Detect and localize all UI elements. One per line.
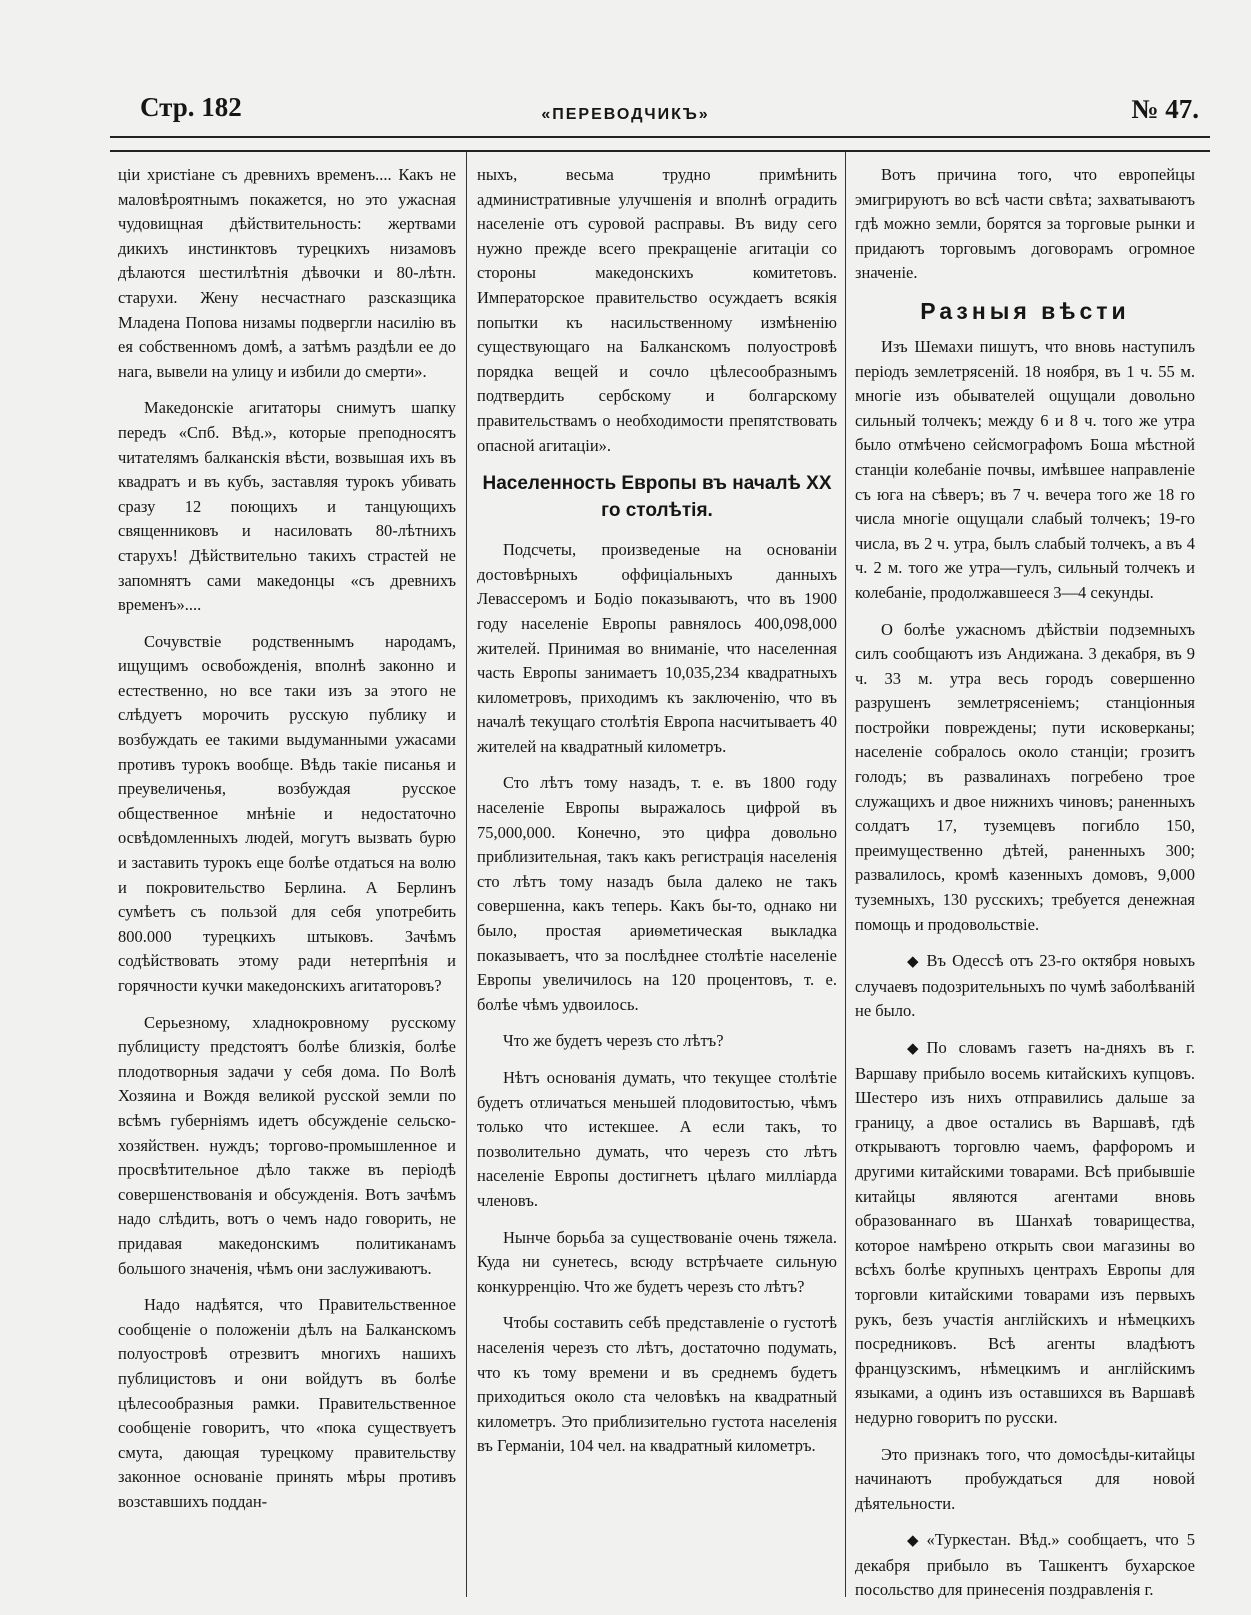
article-heading: Населенность Европы въ началѣ XX го столѣтія. — [482, 473, 832, 522]
section-heading: Разныя вѣсти — [920, 297, 1130, 324]
paragraph: Это признакъ того, что домосѣды-китайцы начинаютъ пробуждаться для новой дѣятельности. — [855, 1444, 1195, 1513]
paragraph: Нынче борьба за существованіе очень тяжела. Куда ни сунетесь, всюду встрѣчаете сильную конкурренцію. Что же будетъ черезъ сто лѣтъ? — [477, 1227, 837, 1296]
paragraph: «Туркестан. Вѣд.» сообщаетъ, что 5 декабря прибыло въ Ташкентъ бухарское посольство для принесенія поздравленія г. — [855, 1530, 1195, 1600]
ornament-icon: ◆ — [907, 1533, 919, 1550]
paragraph: Нѣтъ основанія думать, что текущее столѣтіе будетъ отличаться меньшей плодовитостью, чѣмъ только что истекшее. А если такъ, то позволительно думать, что черезъ сто лѣтъ населеніе Европы достигнетъ цѣлаго милліарда членовъ. — [477, 1068, 837, 1210]
paragraph: ныхъ, весьма трудно примѣнить административные улучшенія и вполнѣ оградить населеніе отъ суровой расправы. Въ виду сего нужно прежде всего прекращеніе агитаціи со стороны македонскихъ комитетовъ. Императорское правительство осуждаетъ всякія попытки къ насильственному измѣненію существующаго на Балканскомъ полуостровѣ порядка вещей и сочло цѣлесообразнымъ подтвердить сербскому и болгарскому правительствамъ о необходимости препятствовать опасной агитаціи». — [477, 165, 837, 455]
ornament-icon: ◆ — [907, 1041, 919, 1057]
paragraph: ціи христіане съ древнихъ временъ.... Какъ не маловѣроятнымъ покажется, но это ужасная чудовищная дѣйствительность: жертвами дикихъ инстинктовъ турецкихъ низамовъ дѣлаются шестилѣтнія дѣвочки и 80-лѣтн. старухи. Жену несчастнаго разсказщика Младена Попова низамы подвергли насилію въ ея собственномъ домѣ, а затѣмъ раздѣли ее до нага, вывели на улицу и избили до смерти». — [118, 165, 456, 381]
ornament-icon: ◆ — [907, 954, 919, 971]
paragraph: Чтобы составить себѣ представленіе о густотѣ населенія черезъ сто лѣтъ, достаточно подумать, что къ тому времени и въ среднемъ будетъ приходиться около ста человѣкъ на квадратный километръ. Это приблизительно густота населенія въ Германіи, 104 чел. на квадратный километръ. — [477, 1313, 837, 1456]
paragraph: Сочувствіе родственнымъ народамъ, ищущимъ освобожденія, вполнѣ законно и естественно, но все таки изъ за этого не слѣдуетъ морочить русскую публику и возбуждать ее такими выдуманными ужасами противъ турокъ вообще. Вѣдь такіе писанья и преувеличенья, возбуждая русское общественное мнѣніе и недостаточно освѣдомленныхъ людей, могутъ вызвать бурю и заставить турокъ еще болѣе отдаться на волю и покровительство Берлина. А Берлинъ сумѣетъ съ пользой для себя употребить 800.000 турецкихъ штыковъ. Зачѣмъ содѣйствовать этому ради нетерпѣнія и горячности кучки македонскихъ агитаторовъ? — [118, 631, 456, 995]
paragraph: О болѣе ужасномъ дѣйствіи подземныхъ силъ сообщаютъ изъ Андижана. 3 декабря, въ 9 ч. 33 м. утра весь городъ совершенно разрушенъ землетрясеніемъ; станціонныя постройки повреждены; пути исковерканы; населеніе собралось около станціи; грозитъ голодъ; въ развалинахъ погребено трое служащихъ и двое нижнихъ чиновъ; раненныхъ солдатъ 17, туземцевъ погибло 150, преимущественно дѣтей, раненныхъ 300; развалилось, кромѣ казенныхъ домовъ, 9,000 туземныхъ, 130 русскихъ; требуется денежная помощь и продовольствіе. — [855, 619, 1195, 934]
paragraph: Что же будетъ черезъ сто лѣтъ? — [503, 1031, 724, 1051]
paragraph: Серьезному, хладнокровному русскому публицисту предстоятъ болѣе близкія, болѣе плодотворныя задачи у себя дома. По Волѣ Хозяина и Вождя великой русской земли по всѣмъ губерніямъ идетъ обсужденіе сельско-хозяйствен. нуждъ; торгово-промышленное и просвѣтительное дѣло также въ періодѣ совершенствованія и обсужденія. Вотъ зачѣмъ надо слѣдить, вотъ о чемъ надо говорить, не придавая македонскимъ политиканамъ большого значенія, чѣмъ они заслуживаютъ. — [118, 1012, 456, 1278]
paragraph: Изъ Шемахи пишутъ, что вновь наступилъ періодъ землетрясеній. 18 ноября, въ 1 ч. 55 м. многіе изъ обывателей ощущали довольно сильный толчекъ; между 6 и 8 ч. того же утра было отмѣчено сейсмографомъ Боша мѣстной станціи колебаніе почвы, имѣвшее направленіе съ юга на сѣверъ; въ 7 ч. вечера того же 18 го числа многіе ощущали слабый толчекъ; 19-го числа, въ 2 ч. утра, былъ слабый толчекъ, а въ 4 ч. 2 м. того же утра—гулъ, сильный толчекъ и колебаніе, продолжавшееся 3—4 секунды. — [855, 336, 1195, 602]
column-divider — [845, 152, 846, 1597]
header-rule — [110, 150, 1210, 152]
paragraph: По словамъ газетъ на-дняхъ въ г. Варшаву прибыло восемь китайскихъ купцовъ. Шестеро изъ нихъ отправились дальше за границу, а двое остались въ Варшавѣ, гдѣ открываютъ торговлю чаемъ, фарфоромъ и другими китайскими товарами. Всѣ прибывшіе китайцы являются агентами вновь образованнаго въ Шанхаѣ товарищества, которое намѣрено открыть свои магазины во всѣхъ болѣе крупныхъ центрахъ Европы для торговли китайскими товарами изъ первыхъ рукъ, безъ участія англійскихъ и нѣмецкихъ посредниковъ. Всѣ агенты владѣютъ французскимъ, нѣмецкимъ и англійскимъ языками, а одинъ изъ оставшихся въ Варшавѣ недурно говоритъ по русски. — [855, 1038, 1195, 1427]
column-2 — [477, 163, 837, 1471]
column-divider — [466, 152, 467, 1597]
newspaper-title: «ПЕРЕВОДЧИКЪ» — [541, 106, 710, 123]
header-rule — [110, 136, 1210, 138]
page-header — [0, 92, 1251, 132]
paragraph: Надо надѣятся, что Правительственное сообщеніе о положеніи дѣлъ на Балканскомъ полуостровѣ отрезвитъ многихъ нашихъ публицистовъ и они войдутъ въ болѣе цѣлесообразныя рамки. Правительственное сообщеніе говоритъ, что «пока существуетъ смута, дающая турецкому правительству законное основаніе принять мѣры противъ возставшихъ поддан- — [118, 1295, 456, 1511]
issue-number: № 47. — [1131, 94, 1199, 124]
page-number: Стр. 182 — [140, 92, 242, 122]
paragraph: Македонскіе агитаторы снимутъ шапку передъ «Спб. Вѣд.», которые преподносятъ читателямъ балканскія вѣсти, возвышая ихъ въ квадратъ и въ кубъ, заставляя турокъ убивать сразу 12 поющихъ и танцующихъ священниковъ и насиловать 80-лѣтнихъ старухъ! Дѣйствительно такихъ страстей не запомнятъ сами македонцы «съ древнихъ временъ».... — [118, 398, 456, 615]
column-3 — [855, 163, 1195, 1615]
column-1 — [118, 163, 456, 1526]
paragraph: Въ Одессѣ отъ 23-го октября новыхъ случаевъ подозрительныхъ по чумѣ заболѣваній не было. — [855, 951, 1195, 1021]
paragraph: Сто лѣтъ тому назадъ, т. е. въ 1800 году населеніе Европы выражалось цифрой въ 75,000,000. Конечно, это цифра довольно приблизительная, такъ какъ регистрація населенія сто лѣтъ тому назадъ была далеко не такъ совершенна, какъ теперь. Какъ бы-то, однако ни было, простая ариѳметическая выкладка показываетъ, что за послѣднее столѣтіе населеніе Европы увеличилось на 120 процентовъ, т. е. болѣе чѣмъ удвоилось. — [477, 773, 837, 1014]
paragraph: Подсчеты, произведеные на основаніи достовѣрныхъ оффиціальныхъ данныхъ Левассеромъ и Бодіо показываютъ, что въ 1900 году населеніе Европы равнялось 400,098,000 жителей. Принимая во вниманіе, что населенная часть Европы занимаетъ 10,035,234 квадратныхъ километровъ, приходимъ къ заключенію, что въ началѣ текущаго столѣтія Европа насчитываетъ 40 жителей на квадратный километръ. — [477, 540, 837, 756]
paragraph: Вотъ причина того, что европейцы эмигрируютъ во всѣ части свѣта; захватываютъ гдѣ можно земли, борятся за торговые рынки и придаютъ торговымъ договорамъ огромное значеніе. — [855, 165, 1195, 283]
